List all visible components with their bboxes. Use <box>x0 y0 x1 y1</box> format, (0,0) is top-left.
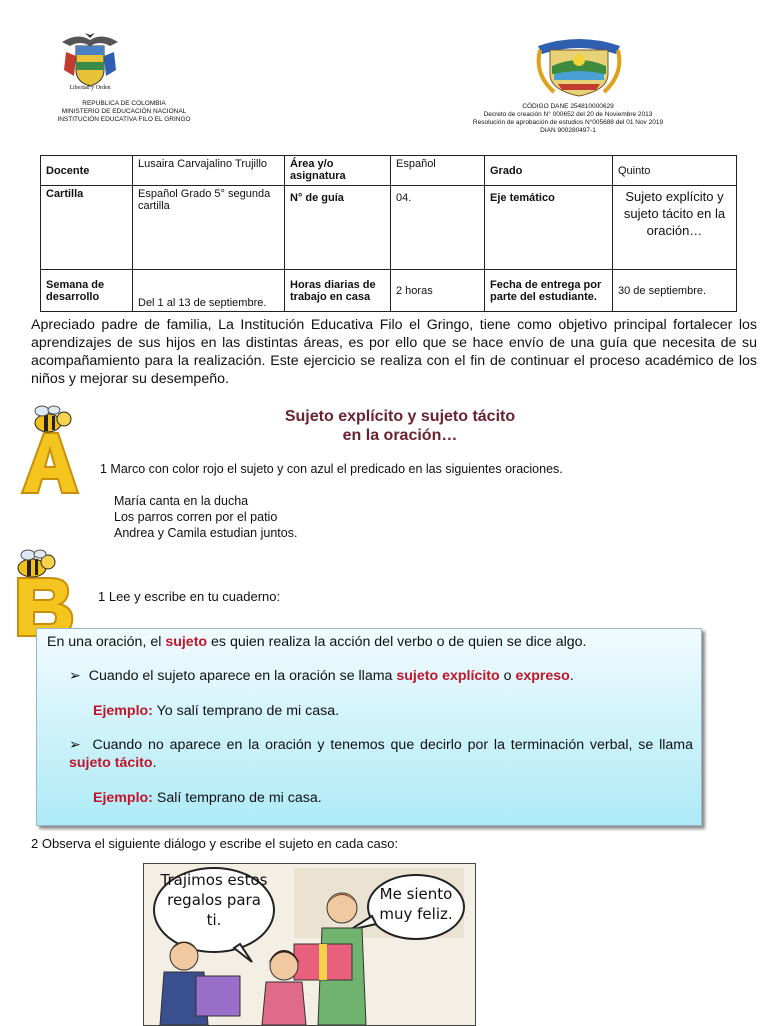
highlight-tacito: sujeto tácito <box>69 755 153 771</box>
text: En una oración, el <box>47 634 166 650</box>
header-left-line: REPUBLICA DE COLOMBIA <box>82 100 166 107</box>
bullet-1 <box>69 667 574 685</box>
area-value: Español <box>391 156 485 186</box>
text: . <box>569 668 574 684</box>
area-label: Área y/o asignatura <box>285 156 391 186</box>
cartilla-label: Cartilla <box>41 186 133 270</box>
bullet-2 <box>69 736 693 772</box>
text: es quien realiza la acción del verbo o de quien se dice algo. <box>207 634 587 650</box>
guia-value: 04. <box>391 186 485 270</box>
question-1: 1 Marco con color rojo el sujeto y con azul el predicado en las siguientes oraciones. <box>100 462 563 476</box>
table-row <box>41 270 737 312</box>
title-line-2: en la oración… <box>342 427 458 444</box>
text: o <box>499 668 516 684</box>
honeycomb-letter-a-icon <box>14 405 82 497</box>
arrow-bullet-icon: ➢ <box>69 737 93 753</box>
question-2: 2 Observa el siguiente diálogo y escribe el sujeto en cada caso: <box>31 836 399 851</box>
example-label: Ejemplo: <box>93 790 153 806</box>
docente-label: Docente <box>41 156 133 186</box>
header-right-line: Resolución de aprobación de estudios N°005688 del 01 Nov 2019 <box>472 119 664 126</box>
definition-box <box>36 628 702 826</box>
list-item: Andrea y Camila estudian juntos. <box>114 526 298 540</box>
list-item: Los parros corren por el patio <box>114 510 278 524</box>
honeycomb-letter-b-icon <box>8 548 80 638</box>
arrow-bullet-icon: ➢ <box>69 668 89 684</box>
question-1b: 1 Lee y escribe en tu cuaderno: <box>98 589 281 604</box>
bubble-right-text: Me siento muy feliz. <box>379 885 453 923</box>
header-left-line: INSTITUCIÓN EDUCATIVA FILO EL GRINGO <box>57 116 191 123</box>
definition-line <box>47 633 586 651</box>
highlight-expreso: expreso <box>515 668 570 684</box>
text: Cuando el sujeto aparece en la oración se llama <box>88 668 397 684</box>
semana-value: Del 1 al 13 de septiembre. <box>133 270 285 312</box>
header-left-text <box>34 100 214 124</box>
text: Cuando no aparece en la oración y tenemos que decirlo por la terminación verbal, se llama <box>92 737 693 753</box>
horas-value: 2 horas <box>391 270 485 312</box>
table-row <box>41 186 737 270</box>
eje-label: Eje temático <box>485 186 613 270</box>
coat-of-arms-motto: Libertad y Orden <box>69 85 111 91</box>
horas-label: Horas diarias de trabajo en casa <box>285 270 391 312</box>
table-row <box>41 156 737 186</box>
header-right-text <box>448 103 688 135</box>
text: . <box>152 755 157 771</box>
dialogue-illustration <box>143 863 476 1026</box>
fecha-label: Fecha de entrega por parte del estudiante. <box>485 270 613 312</box>
info-table <box>40 155 737 312</box>
title-line-1: Sujeto explícito y sujeto tácito <box>284 408 516 425</box>
highlight-sujeto: sujeto <box>165 634 208 650</box>
grado-label: Grado <box>485 156 613 186</box>
text: Yo salí temprano de mi casa. <box>152 703 340 719</box>
colombia-coat-of-arms-icon <box>58 32 122 92</box>
text: Salí temprano de mi casa. <box>152 790 322 806</box>
fecha-value: 30 de septiembre. <box>613 270 737 312</box>
lesson-title <box>150 407 650 445</box>
list-item: María canta en la ducha <box>114 494 249 508</box>
header-right-line: CÓDIGO DANE 254810000629 <box>522 103 614 110</box>
eje-value: Sujeto explícito y sujeto tácito en la oración… <box>613 186 737 270</box>
bubble-left-text: Trajimos estos regalos para ti. <box>160 871 268 929</box>
header-right-line: Decreto de creación N° 000652 del 20 de Noviembre 2013 <box>483 111 653 118</box>
cartilla-value: Español Grado 5° segunda cartilla <box>133 186 285 270</box>
sentence-list <box>114 493 297 541</box>
example-2 <box>93 789 322 807</box>
example-1 <box>93 702 339 720</box>
intro-paragraph: Apreciado padre de familia, La Institución Educativa Filo el Gringo, tiene como objetivo principal fortalecer los aprendizajes de sus hijos en las distintas áreas, es por ello que se hace envío de una guía que necesita de su acompañamiento para la realización. Este ejercicio se realiza con el fin de continuar el proceso académico de los niños y mejorar su desempeño. <box>31 317 757 387</box>
example-label: Ejemplo: <box>93 703 153 719</box>
guia-label: N° de guía <box>285 186 391 270</box>
docente-value: Lusaira Carvajalino Trujillo <box>133 156 285 186</box>
school-seal-icon <box>532 30 626 98</box>
header-left-line: MINISTERIO DE EDUCACIÓN NACIONAL <box>61 108 187 115</box>
semana-label: Semana de desarrollo <box>41 270 133 312</box>
header-right-line: DIAN 900280497-1 <box>540 127 596 134</box>
highlight-explicito: sujeto explícito <box>396 668 500 684</box>
grado-value: Quinto <box>613 156 737 186</box>
